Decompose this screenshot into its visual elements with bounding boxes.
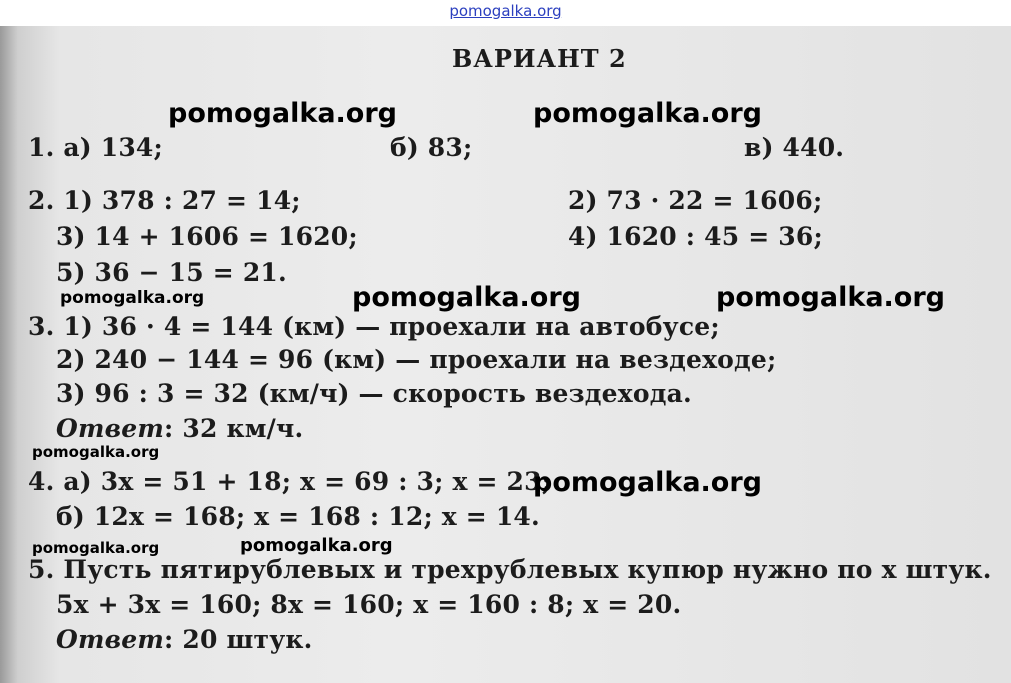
answer-label: Ответ — [56, 625, 165, 654]
task1-b: б) 83; — [390, 133, 473, 162]
task4-line1: 4. а) 3x = 51 + 18; x = 69 : 3; x = 23; — [28, 467, 552, 496]
task2-line1: 2. 1) 378 : 27 = 14; — [28, 186, 301, 215]
watermark: pomogalka.org — [240, 535, 393, 556]
task2-line4: 4) 1620 : 45 = 36; — [568, 222, 823, 251]
answer-value: : 20 штук. — [164, 625, 313, 654]
task2-line3: 3) 14 + 1606 = 1620; — [56, 222, 358, 251]
answer-label: Ответ — [56, 414, 165, 443]
watermark: pomogalka.org — [533, 467, 762, 498]
watermark: pomogalka.org — [533, 98, 762, 129]
task5-line2: 5x + 3x = 160; 8x = 160; x = 160 : 8; x = 20. — [56, 590, 682, 619]
watermark: pomogalka.org — [716, 282, 945, 313]
task1-a: 1. а) 134; — [28, 133, 163, 162]
task4-line2: б) 12x = 168; x = 168 : 12; x = 14. — [56, 502, 540, 531]
page-title: ВАРИАНТ 2 — [452, 44, 627, 73]
watermark: pomogalka.org — [168, 98, 397, 129]
task2-line2: 2) 73 · 22 = 1606; — [568, 186, 823, 215]
watermark: pomogalka.org — [60, 288, 205, 308]
task5-answer — [56, 625, 313, 654]
watermark: pomogalka.org — [32, 443, 160, 461]
top-watermark-link[interactable]: pomogalka.org — [449, 2, 562, 20]
task3-line2: 2) 240 − 144 = 96 (км) — проехали на вездеходе; — [56, 345, 777, 374]
task3-line1: 3. 1) 36 · 4 = 144 (км) — проехали на автобусе; — [28, 312, 720, 341]
watermark: pomogalka.org — [32, 539, 160, 557]
task3-answer — [56, 414, 303, 443]
task2-line5: 5) 36 − 15 = 21. — [56, 258, 287, 287]
task5-line1: 5. Пусть пятирублевых и трехрублевых купюр нужно по x штук. — [28, 555, 992, 584]
watermark: pomogalka.org — [352, 282, 581, 313]
task1-c: в) 440. — [744, 133, 845, 162]
task3-line3: 3) 96 : 3 = 32 (км/ч) — скорость вездехода. — [56, 379, 692, 408]
answer-value: : 32 км/ч. — [164, 414, 304, 443]
